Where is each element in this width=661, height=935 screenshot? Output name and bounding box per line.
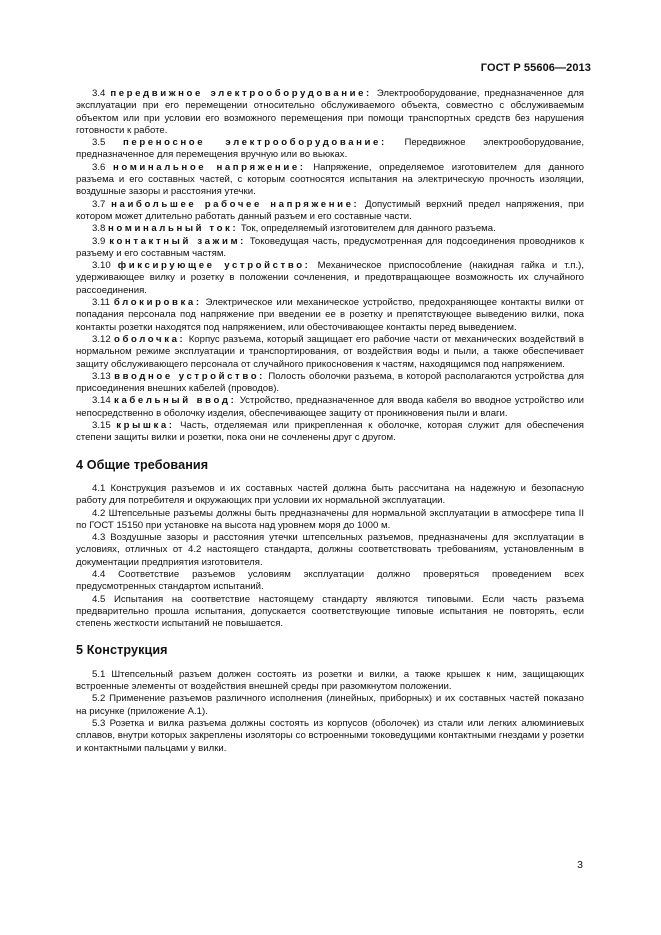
definition-number: 3.7 bbox=[92, 198, 106, 210]
section4-paragraph: 4.3 Воздушные зазоры и расстояния утечки штепсельных разъемов, предназначены для эксплуатации в условиях, отличных от 4.2 настоящего стандарта, должны соответствовать требованиям, установленным в документации предприятия изготовителя. bbox=[76, 532, 584, 568]
definition-item bbox=[76, 371, 584, 396]
definition-number: 3.10 bbox=[92, 260, 111, 272]
section5-paragraph: 5.3 Розетка и вилка разъема должны состоять из корпусов (оболочек) из стали или легких алюминиевых сплавов, внутри которых закреплены изоляторы со встроенными токоведущими контактными гнездами у розетки и контактными пальцами у вилки. bbox=[76, 717, 584, 754]
definition-text: Полость оболочки разъема, в которой располагаются устройства для присоединения внешних кабелей (проводов). bbox=[76, 370, 585, 395]
definition-text: Токоведущая часть, предусмотренная для подсоединения проводников к разъему и его составным частям. bbox=[76, 235, 584, 259]
definition-item bbox=[76, 223, 584, 235]
definition-text: Часть, отделяемая или прикрепленная к оболочке, которая служит для обеспечения степени защиты вилки и розетки, пока они не сочленены друг с другом. bbox=[76, 420, 584, 444]
definition-item bbox=[76, 137, 584, 162]
definition-number: 3.13 bbox=[92, 370, 111, 382]
definition-item bbox=[76, 395, 584, 420]
section5-paragraph: 5.1 Штепсельный разъем должен состоять из розетки и вилки, а также крышек к ним, защищающих встроенные элементы от воздействия внешней среды при разомкнутом положении. bbox=[76, 668, 584, 693]
definition-term: переносное электрооборудование: bbox=[123, 137, 387, 149]
definition-text: Напряжение, определяемое изготовителем для данного разъема и его составных частей, с которым соотносятся испытания на электрическую прочность изоляции, воздушные зазоры и расстояния утечки. bbox=[76, 161, 584, 198]
definition-term: номинальное напряжение: bbox=[112, 161, 306, 173]
definition-term: крышка: bbox=[116, 420, 175, 432]
page-number: 3 bbox=[577, 859, 583, 871]
section-5-title: 5 Конструкция bbox=[76, 643, 168, 658]
definition-item bbox=[76, 420, 584, 445]
definition-term: оболочка: bbox=[114, 333, 186, 345]
definition-term: передвижное электрооборудование: bbox=[110, 88, 372, 99]
definition-item bbox=[76, 199, 584, 224]
definition-text: Корпус разъема, который защищает его рабочие части от механических воздействий в нормальном режиме эксплуатации и транспортирования, от воздействия воды и пыли, а также обеспечивает защиту обслуживающего персонала от случайного прикосновения к частям, находящимся под напряжением. bbox=[76, 333, 584, 370]
definition-term: наибольшее рабочее напряжение: bbox=[111, 198, 360, 210]
definitions-list bbox=[76, 88, 584, 445]
definition-term: контактный зажим: bbox=[109, 235, 246, 247]
definition-number: 3.12 bbox=[92, 333, 111, 345]
definition-number: 3.9 bbox=[92, 235, 106, 247]
page-content bbox=[76, 88, 584, 755]
definition-term: кабельный ввод: bbox=[114, 395, 237, 407]
definition-term: номинальный ток: bbox=[108, 223, 239, 235]
standard-header: ГОСТ Р 55606—2013 bbox=[480, 62, 591, 74]
section4-paragraph: 4.1 Конструкция разъемов и их составных частей должна быть рассчитана на надежную и безопасную работу для потребителя и окружающих при условии их нормальной эксплуатации. bbox=[76, 482, 584, 507]
definition-item bbox=[76, 88, 584, 137]
definition-number: 3.14 bbox=[92, 395, 111, 407]
definition-term: фиксирующее устройство: bbox=[117, 260, 311, 272]
definition-number: 3.11 bbox=[92, 297, 110, 309]
section-5-body bbox=[76, 669, 584, 755]
definition-item bbox=[76, 297, 584, 334]
definition-term: блокировка: bbox=[113, 297, 202, 309]
definition-number: 3.6 bbox=[92, 161, 106, 173]
definition-item bbox=[76, 162, 584, 199]
definition-term: вводное устройство: bbox=[114, 370, 265, 382]
definition-text: Устройство, предназначенное для ввода кабеля во вводное устройство или непосредственно в оболочку изделия, обеспечивающее защиту от проникновения пыли и влаги. bbox=[76, 395, 584, 419]
section4-paragraph: 4.4 Соответствие разъемов условиям эксплуатации должно проверяться проведением всех предусмотренных стандартом испытаний. bbox=[76, 568, 584, 593]
definition-item bbox=[76, 236, 584, 261]
definition-text: Допустимый верхний предел напряжения, при котором может длительно работать данный разъем и его составные части. bbox=[76, 198, 585, 222]
definition-text: Передвижное электрооборудование, предназначенное для перемещения вручную или во вьюках. bbox=[76, 137, 584, 161]
definition-item bbox=[76, 260, 584, 297]
definition-text: Ток, определяемый изготовителем для данного разъема. bbox=[240, 223, 496, 235]
definition-number: 3.15 bbox=[92, 420, 111, 432]
section-4-body bbox=[76, 483, 584, 631]
definition-text: Электрооборудование, предназначенное для эксплуатации при его перемещении относительно обслуживаемого объекта, совместно с обслуживаемым объектом или при условии его возможного перемещения при помощи транспортных средств без нарушения готовности к работе. bbox=[76, 88, 584, 136]
definition-text: Механическое приспособление (накидная гайка и т.п.), удерживающее вилку и розетку в положении сочленения, и предотвращающее возможность их случайного рассоединения. bbox=[76, 260, 584, 296]
section4-paragraph: 4.2 Штепсельные разъемы должны быть предназначены для нормальной эксплуатации в атмосфере типа II по ГОСТ 15150 при установке на высота над уровнем моря до 1000 м. bbox=[76, 507, 584, 531]
definition-item bbox=[76, 334, 584, 371]
section5-paragraph: 5.2 Применение разъемов различного исполнения (линейных, приборных) и их составных частей показано на рисунке (приложение А.1). bbox=[76, 693, 584, 717]
definition-number: 3.4 bbox=[92, 88, 106, 99]
section4-paragraph: 4.5 Испытания на соответствие настоящему стандарту являются типовыми. Если часть разъема предварительно прошла испытания, допускается соответствующие типовые испытания не повторять, если степень жесткости испытаний не повышается. bbox=[76, 593, 584, 630]
definition-text: Электрическое или механическое устройство, предохраняющее контакты вилки от попадания персонала под напряжение при введении ее в розетку и препятствующее выведению вилки, пока контакты розетки находятся под напряжением, или обесточивающее контакты перед выведением. bbox=[76, 297, 584, 333]
definition-number: 3.5 bbox=[92, 137, 106, 149]
definition-number: 3.8 bbox=[92, 223, 106, 235]
section-4-title: 4 Общие требования bbox=[76, 457, 209, 472]
